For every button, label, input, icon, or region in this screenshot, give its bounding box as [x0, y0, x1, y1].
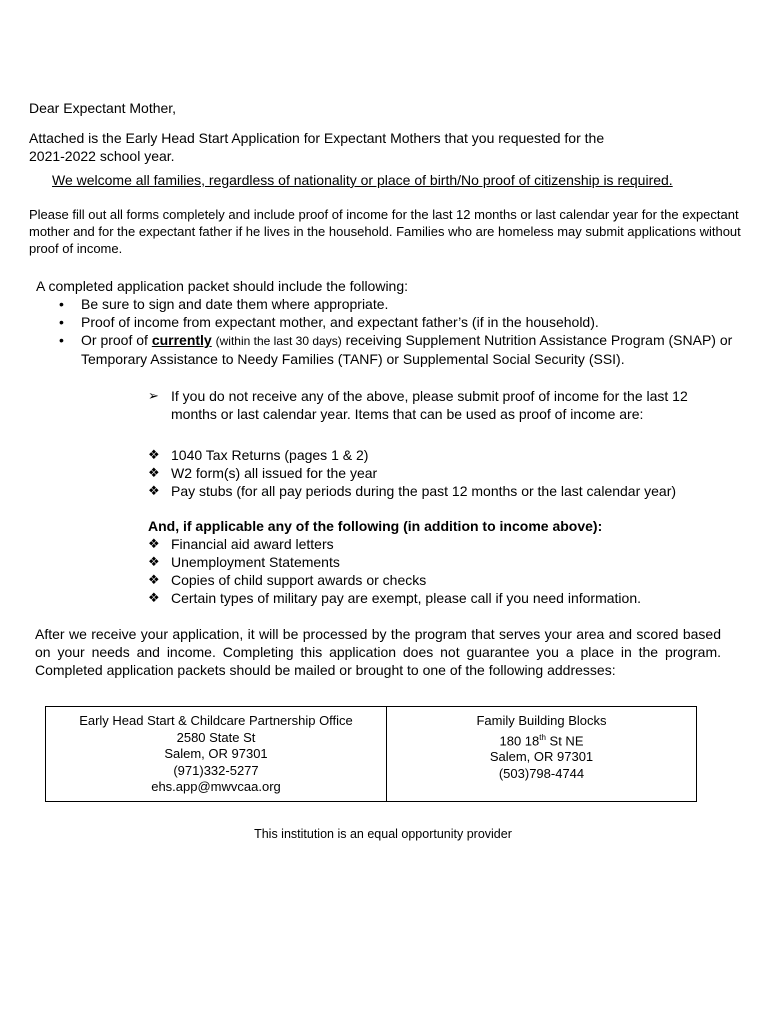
- office-street: 2580 State St: [176, 729, 256, 745]
- office-phone: (503)798-4744: [498, 765, 585, 781]
- office-phone: (971)332-5277: [173, 762, 259, 778]
- office-city: Salem, OR 97301: [489, 749, 594, 765]
- arrow-icon: ➢: [148, 388, 159, 403]
- list-item: [57, 295, 747, 313]
- list-item-text: Pay stubs (for all pay periods during the past 12 months or the last calendar year): [171, 483, 677, 499]
- diamond-icon: ❖: [148, 465, 160, 480]
- list-item: [148, 553, 748, 571]
- diamond-icon: ❖: [148, 572, 160, 587]
- after-paragraph: After we receive your application, it will be processed by the program that serves your area and scored based on your needs and income. Completing this application does not guarantee you a place in the program. Completed application packets should be mailed or brought to one of the following addresses:: [35, 626, 721, 678]
- bullet-icon: •: [59, 296, 64, 312]
- bullet-icon: •: [59, 314, 64, 330]
- list-item: [148, 571, 748, 589]
- intro-paragraph: [29, 129, 749, 165]
- income-proof-list: [148, 446, 748, 500]
- list-item-text: If you do not receive any of the above, please submit proof of income for the last 12 months or last calendar year. Items that can be used as proof of income are:: [171, 388, 688, 422]
- list-item: [148, 446, 748, 464]
- office-name: Family Building Blocks: [476, 713, 607, 728]
- packet-heading: A completed application packet should include the following:: [36, 278, 409, 294]
- intro-line-2: 2021-2022 school year.: [29, 148, 175, 164]
- list-item: [148, 589, 748, 607]
- list-item-text: W2 form(s) all issued for the year: [171, 465, 378, 481]
- list-item-text: Copies of child support awards or checks: [171, 572, 427, 588]
- diamond-icon: ❖: [148, 554, 160, 569]
- diamond-icon: ❖: [148, 483, 160, 498]
- list-item: [57, 331, 747, 368]
- office-street: 180 18th St NE: [499, 732, 584, 748]
- diamond-icon: ❖: [148, 590, 160, 605]
- bullet-icon: •: [59, 332, 64, 348]
- list-item-text: Proof of income from expectant mother, and expectant father’s (if in the household).: [81, 314, 599, 330]
- arrow-list: [148, 387, 708, 423]
- office-email: ehs.app@mwvcaa.org: [151, 779, 281, 794]
- greeting: Dear Expectant Mother,: [29, 100, 177, 116]
- additional-list: [148, 535, 748, 607]
- list-item: [148, 482, 748, 500]
- list-item: [148, 535, 748, 553]
- office-city: Salem, OR 97301: [164, 746, 268, 761]
- proof-prefix: Or proof of: [81, 332, 152, 348]
- proof-emphasis: currently: [151, 332, 212, 348]
- list-item-text: Be sure to sign and date them where appropriate.: [81, 296, 389, 312]
- office-name: Early Head Start & Childcare Partnership Office: [79, 713, 353, 728]
- diamond-icon: ❖: [148, 447, 160, 462]
- address-table: [45, 706, 697, 802]
- list-item-text: Unemployment Statements: [171, 554, 340, 570]
- proof-rest: receiving Supplement Nutrition Assistance Program (SNAP) or Temporary Assistance to Needy Families (TANF) or Supplemental Social Security (SSI).: [81, 332, 733, 367]
- list-item: [57, 313, 747, 331]
- additional-heading: And, if applicable any of the following (in addition to income above):: [148, 518, 603, 534]
- office-cell-ehs: [46, 707, 387, 802]
- list-item: [148, 464, 748, 482]
- welcome-statement: We welcome all families, regardless of nationality or place of birth/No proof of citizenship is required.: [52, 172, 673, 188]
- intro-line-1: Attached is the Early Head Start Application for Expectant Mothers that you requested for the: [29, 130, 605, 146]
- fill-out-instructions: Please fill out all forms completely and include proof of income for the last 12 months or last calendar year for the expectant mother and for the expectant father if he lives in the household. Families who are homeless may submit applications without proof of income.: [29, 207, 741, 256]
- list-item-text: Financial aid award letters: [171, 536, 334, 552]
- list-item-text: 1040 Tax Returns (pages 1 & 2): [171, 447, 369, 463]
- list-item-text: Certain types of military pay are exempt, please call if you need information.: [171, 590, 642, 606]
- packet-list: [57, 295, 747, 368]
- office-cell-fbb: [387, 707, 697, 802]
- proof-timeframe: (within the last 30 days): [215, 334, 342, 348]
- diamond-icon: ❖: [148, 536, 160, 551]
- list-item: [148, 387, 708, 423]
- footer-statement: This institution is an equal opportunity provider: [254, 827, 512, 841]
